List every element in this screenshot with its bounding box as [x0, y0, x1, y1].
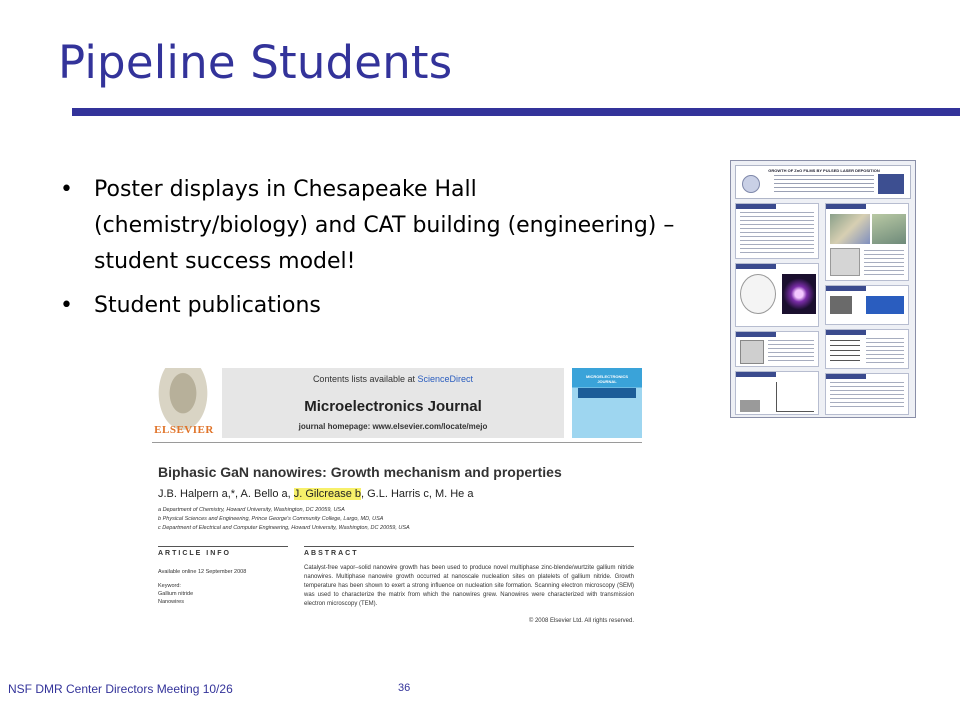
- abstract-label: ABSTRACT: [304, 550, 359, 557]
- poster-photo: [830, 214, 870, 244]
- bullet-item: [60, 172, 680, 280]
- poster-photo: [782, 274, 816, 314]
- poster-photo: [830, 296, 852, 314]
- article-title: Biphasic GaN nanowires: Growth mechanism and properties: [158, 464, 562, 480]
- poster-logo-icon: [878, 174, 904, 194]
- poster-photo: [872, 214, 906, 244]
- bullet-dot-icon: •: [60, 177, 73, 202]
- abstract-text: Catalyst-free vapor–solid nanowire growth has been used to produce novel multiphase zinc-blende/wurtzite gallium nitride nanowires. Multiphase nanowire growth occurred at nanoscale nucleation sites on platelets of gallium nitride. Growth temperature has been shown to exert a strong influence on nucleation site formation. Scanning electron microscopy (SEM) was used to characterize the matrix from which the nanowires grew. Nanowires were characterized with transmission electron microscopy (TEM).: [304, 565, 634, 607]
- publisher-logo-text: ELSEVIER: [154, 424, 214, 436]
- journal-homepage: journal homepage: www.elsevier.com/locate/mejo: [298, 422, 488, 431]
- section-rule: [158, 546, 288, 547]
- article-authors: J.B. Halpern a,*, A. Bello a, J. Gilcrease b, G.L. Harris c, M. He a: [158, 488, 474, 500]
- footer-text: NSF DMR Center Directors Meeting 10/26: [8, 682, 233, 696]
- paper-header: [152, 364, 642, 443]
- bullet-text: Student publications: [94, 293, 321, 318]
- poster-column-left: [735, 203, 819, 415]
- paper-thumbnail: [152, 364, 642, 638]
- highlighted-author: J. Gilcrease b: [293, 488, 361, 500]
- poster-section: [825, 373, 909, 415]
- poster-graph: [776, 382, 814, 412]
- bullet-text: Poster displays in Chesapeake Hall (chemistry/biology) and CAT building (engineering) – student success model!: [94, 177, 675, 274]
- journal-cover: [572, 368, 642, 438]
- poster-section: [825, 285, 909, 325]
- article-info-label: ARTICLE INFO: [158, 550, 231, 557]
- bullet-list: [60, 172, 680, 332]
- poster-logo-icon: [742, 175, 760, 193]
- poster-photo: [740, 340, 764, 364]
- journal-name: Microelectronics Journal: [304, 398, 482, 415]
- poster-section: [825, 203, 909, 281]
- slide-title: Pipeline Students: [58, 36, 453, 89]
- page-number: 36: [398, 682, 411, 694]
- sciencedirect-link: ScienceDirect: [417, 374, 474, 384]
- journal-banner: [222, 368, 564, 438]
- poster-section: [825, 329, 909, 369]
- title-underline: [72, 108, 960, 116]
- poster-diagram: [740, 274, 776, 314]
- contents-line: Contents lists available at ScienceDirect: [312, 374, 474, 384]
- poster-table: [830, 340, 860, 362]
- bullet-dot-icon: •: [60, 293, 73, 318]
- poster-section: [735, 371, 819, 415]
- cover-band: [578, 388, 636, 398]
- bullet-item: [60, 288, 680, 324]
- poster-thumbnail: [730, 160, 916, 418]
- section-rule: [304, 546, 634, 547]
- poster-section: [735, 203, 819, 259]
- poster-authors-lines: [774, 175, 874, 193]
- poster-section: [735, 331, 819, 367]
- poster-photo: [830, 248, 860, 276]
- poster-photo: [866, 296, 904, 314]
- poster-column-right: [825, 203, 909, 415]
- poster-photo: [740, 400, 760, 412]
- poster-header: [735, 165, 911, 199]
- article-info: Available online 12 September 2008 Keyword: Gallium nitride Nanowires: [158, 569, 247, 605]
- copyright: © 2008 Elsevier Ltd. All rights reserved.: [528, 618, 634, 624]
- poster-title: GROWTH OF ZnO FILMS BY PULSED LASER DEPOSITION: [768, 168, 880, 173]
- affiliations: a Department of Chemistry, Howard University, Washington, DC 20059, USA b Physical Sciences and Engineering, Prince George's Community College, Largo, MD, USA c Department of Electrical and Computer Engineering, Howard University, Washington, DC 20059, USA: [158, 507, 410, 531]
- cover-title: MICROELECTRONICS JOURNAL: [586, 374, 628, 384]
- poster-section: [735, 263, 819, 327]
